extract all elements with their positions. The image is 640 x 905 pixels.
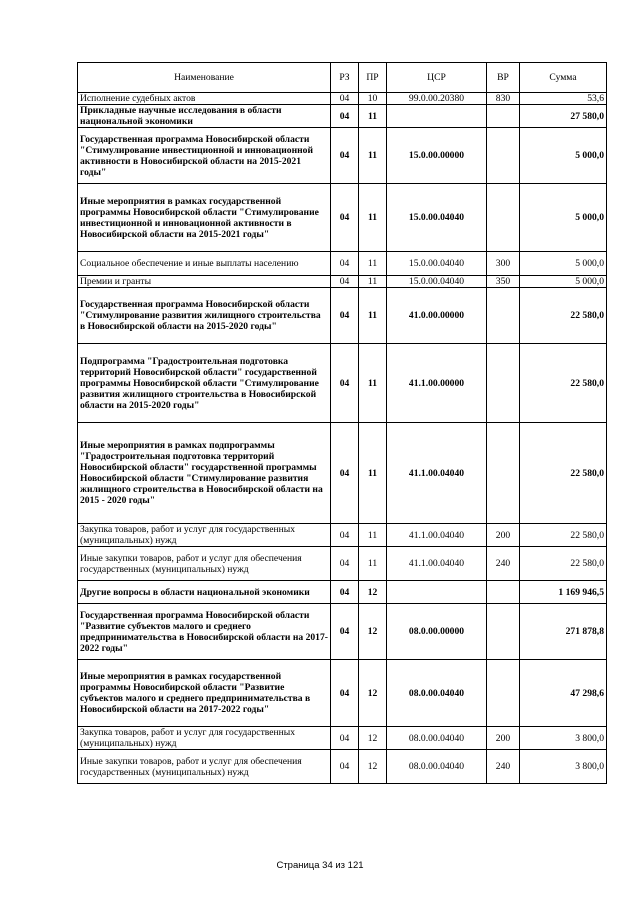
row-rz: 04 [331, 604, 359, 660]
row-sum: 22 580,0 [520, 344, 607, 423]
row-rz: 04 [331, 93, 359, 105]
row-csr [387, 581, 487, 604]
row-csr: 15.0.00.04040 [387, 252, 487, 276]
row-sum: 22 580,0 [520, 524, 607, 547]
table-row [78, 288, 607, 344]
row-sum: 3 800,0 [520, 727, 607, 750]
row-name: Подпрограмма "Градостроительная подготовка территорий Новосибирской области" государственной программы Новосибирской области "Стимулирование развития жилищного строительства в Новосибирской области на 2015-2020 годы" [78, 344, 331, 423]
row-name: Другие вопросы в области национальной экономики [78, 581, 331, 604]
row-vr [487, 581, 520, 604]
row-rz: 04 [331, 547, 359, 581]
row-rz: 04 [331, 423, 359, 524]
row-pr: 11 [359, 524, 387, 547]
row-name: Закупка товаров, работ и услуг для государственных (муниципальных) нужд [78, 727, 331, 750]
row-vr [487, 660, 520, 727]
row-vr [487, 604, 520, 660]
row-rz: 04 [331, 344, 359, 423]
row-rz: 04 [331, 660, 359, 727]
row-name: Иные закупки товаров, работ и услуг для обеспечения государственных (муниципальных) нужд [78, 750, 331, 784]
table-row [78, 547, 607, 581]
row-vr: 240 [487, 750, 520, 784]
header-csr: ЦСР [387, 63, 487, 93]
row-sum: 1 169 946,5 [520, 581, 607, 604]
row-rz: 04 [331, 128, 359, 184]
header-vr: ВР [487, 63, 520, 93]
row-name: Государственная программа Новосибирской области "Стимулирование инвестиционной и инновационной активности в Новосибирской области на 2015-2021 годы" [78, 128, 331, 184]
row-pr: 12 [359, 750, 387, 784]
row-name: Государственная программа Новосибирской области "Развитие субъектов малого и среднего предпринимательства в Новосибирской области на 2017-2022 годы" [78, 604, 331, 660]
header-pr: ПР [359, 63, 387, 93]
row-pr: 12 [359, 660, 387, 727]
row-sum: 271 878,8 [520, 604, 607, 660]
row-csr: 41.1.00.04040 [387, 524, 487, 547]
row-rz: 04 [331, 105, 359, 128]
table-row [78, 581, 607, 604]
row-vr: 240 [487, 547, 520, 581]
row-csr: 15.0.00.00000 [387, 128, 487, 184]
table-header-row [78, 63, 607, 93]
row-sum: 5 000,0 [520, 252, 607, 276]
row-pr: 11 [359, 288, 387, 344]
page-number: Страница 34 из 121 [276, 860, 364, 871]
row-rz: 04 [331, 524, 359, 547]
row-vr [487, 128, 520, 184]
row-pr: 12 [359, 581, 387, 604]
row-sum: 5 000,0 [520, 276, 607, 288]
row-csr: 41.1.00.04040 [387, 547, 487, 581]
row-sum: 22 580,0 [520, 423, 607, 524]
table-body [78, 93, 607, 784]
row-vr: 200 [487, 524, 520, 547]
row-vr: 350 [487, 276, 520, 288]
row-rz: 04 [331, 727, 359, 750]
row-name: Премии и гранты [78, 276, 331, 288]
row-name: Иные мероприятия в рамках государственной программы Новосибирской области "Стимулирование инвестиционной и инновационной активности в Новосибирской области на 2015-2021 годы" [78, 184, 331, 252]
table-row [78, 344, 607, 423]
table-row [78, 252, 607, 276]
row-csr: 08.0.00.04040 [387, 750, 487, 784]
row-vr [487, 423, 520, 524]
row-sum: 22 580,0 [520, 547, 607, 581]
row-pr: 12 [359, 604, 387, 660]
row-pr: 10 [359, 93, 387, 105]
table-row [78, 128, 607, 184]
row-rz: 04 [331, 581, 359, 604]
row-pr: 12 [359, 727, 387, 750]
table-row [78, 105, 607, 128]
row-vr [487, 105, 520, 128]
row-vr: 830 [487, 93, 520, 105]
row-rz: 04 [331, 252, 359, 276]
row-csr: 08.0.00.04040 [387, 727, 487, 750]
row-rz: 04 [331, 276, 359, 288]
row-rz: 04 [331, 184, 359, 252]
row-sum: 5 000,0 [520, 128, 607, 184]
table-row [78, 423, 607, 524]
row-csr: 15.0.00.04040 [387, 184, 487, 252]
table-row [78, 184, 607, 252]
row-vr [487, 288, 520, 344]
row-name: Иные закупки товаров, работ и услуг для обеспечения государственных (муниципальных) нужд [78, 547, 331, 581]
row-sum: 5 000,0 [520, 184, 607, 252]
row-csr: 08.0.00.04040 [387, 660, 487, 727]
row-csr: 15.0.00.04040 [387, 276, 487, 288]
table-row [78, 276, 607, 288]
row-csr: 99.0.00.20380 [387, 93, 487, 105]
row-name: Закупка товаров, работ и услуг для государственных (муниципальных) нужд [78, 524, 331, 547]
row-sum: 53,6 [520, 93, 607, 105]
header-rz: РЗ [331, 63, 359, 93]
table-row [78, 660, 607, 727]
row-pr: 11 [359, 276, 387, 288]
row-pr: 11 [359, 252, 387, 276]
row-pr: 11 [359, 128, 387, 184]
row-csr [387, 105, 487, 128]
table-row [78, 727, 607, 750]
row-csr: 08.0.00.00000 [387, 604, 487, 660]
row-pr: 11 [359, 105, 387, 128]
row-name: Иные мероприятия в рамках государственной программы Новосибирской области "Развитие субъектов малого и среднего предпринимательства в Новосибирской области на 2017-2022 годы" [78, 660, 331, 727]
table-row [78, 750, 607, 784]
row-sum: 22 580,0 [520, 288, 607, 344]
row-name: Иные мероприятия в рамках подпрограммы "Градостроительная подготовка территорий Новосибирской области" государственной программы Новосибирской области "Стимулирование развития жилищного строительства в Новосибирской области на 2015 - 2020 годы" [78, 423, 331, 524]
table-row [78, 93, 607, 105]
row-rz: 04 [331, 288, 359, 344]
row-name: Социальное обеспечение и иные выплаты населению [78, 252, 331, 276]
row-vr [487, 344, 520, 423]
table-row [78, 524, 607, 547]
row-sum: 3 800,0 [520, 750, 607, 784]
row-vr [487, 184, 520, 252]
row-sum: 47 298,6 [520, 660, 607, 727]
row-pr: 11 [359, 547, 387, 581]
header-name: Наименование [78, 63, 331, 93]
header-sum: Сумма [520, 63, 607, 93]
row-csr: 41.1.00.00000 [387, 344, 487, 423]
row-rz: 04 [331, 750, 359, 784]
row-csr: 41.1.00.04040 [387, 423, 487, 524]
row-name: Государственная программа Новосибирской области "Стимулирование развития жилищного строительства в Новосибирской области на 2015-2020 годы" [78, 288, 331, 344]
row-pr: 11 [359, 344, 387, 423]
row-sum: 27 580,0 [520, 105, 607, 128]
row-pr: 11 [359, 423, 387, 524]
table-row [78, 604, 607, 660]
row-name: Прикладные научные исследования в области национальной экономики [78, 105, 331, 128]
row-name: Исполнение судебных актов [78, 93, 331, 105]
row-pr: 11 [359, 184, 387, 252]
row-csr: 41.0.00.00000 [387, 288, 487, 344]
row-vr: 300 [487, 252, 520, 276]
row-vr: 200 [487, 727, 520, 750]
budget-table [77, 62, 607, 784]
